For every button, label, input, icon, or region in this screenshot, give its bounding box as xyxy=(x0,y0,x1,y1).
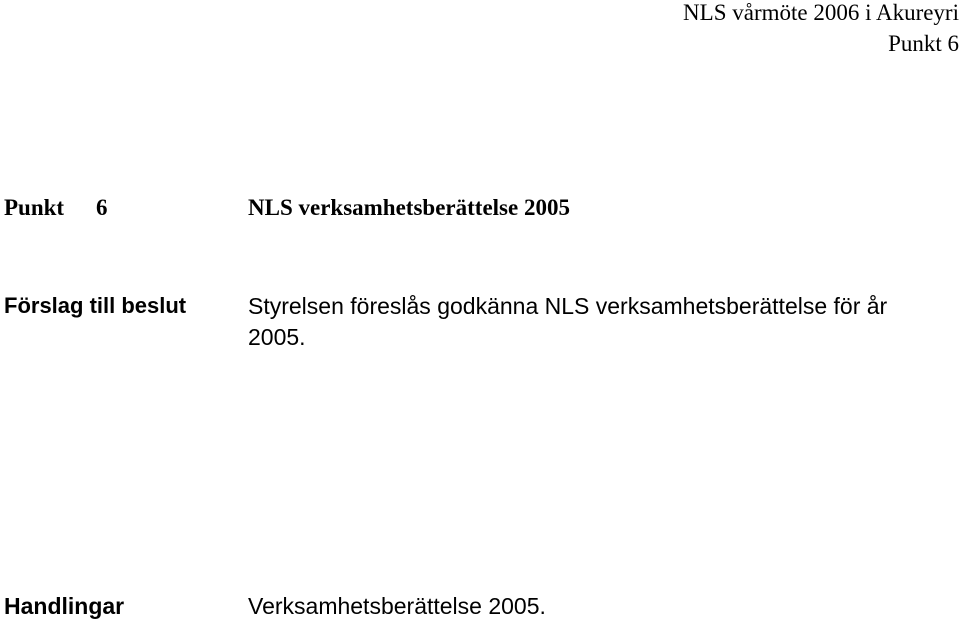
agenda-item-title: NLS verksamhetsberättelse 2005 xyxy=(248,195,570,220)
document-header-meeting: NLS vårmöte 2006 i Akureyri xyxy=(683,0,959,25)
agenda-item-number: 6 xyxy=(96,195,108,220)
proposal-text: Styrelsen föreslås godkänna NLS verksamhetsberättelse för år 2005. xyxy=(248,293,888,350)
documents-text: Verksamhetsberättelse 2005. xyxy=(248,593,546,619)
documents-label: Handlingar xyxy=(4,593,125,619)
document-header-item: Punkt 6 xyxy=(888,31,959,56)
agenda-item-label: Punkt xyxy=(4,195,65,220)
proposal-label: Förslag till beslut xyxy=(4,293,187,318)
